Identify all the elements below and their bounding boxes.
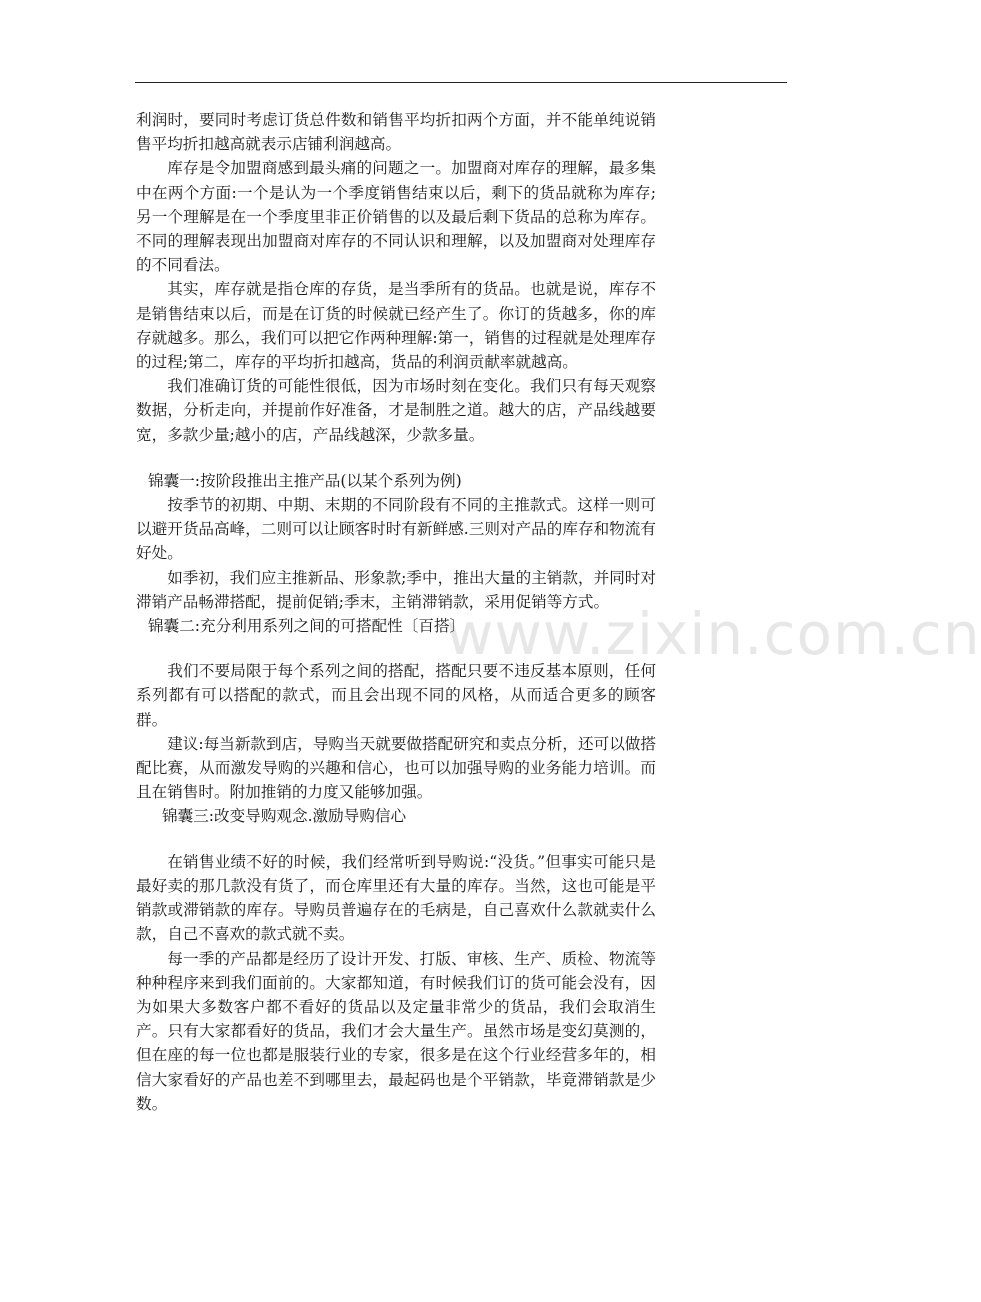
paragraph: 如季初，我们应主推新品、形象款;季中，推出大量的主销款，并同时对滞销产品畅滞搭配，提前促销;季末，主销滞销款，采用促销等方式。: [136, 568, 656, 611]
document-body: [136, 108, 656, 1116]
paragraph: 利润时，要同时考虑订货总件数和销售平均折扣两个方面，并不能单纯说销售平均折扣越高就表示店铺利润越高。: [136, 111, 656, 154]
section-heading-2: 锦囊二:充分利用系列之间的可搭配性〔百搭〕: [148, 617, 466, 636]
paragraph: 库存是令加盟商感到最头痛的问题之一。加盟商对库存的理解，最多集中在两个方面:一个是认为一个季度销售结束以后，剩下的货品就称为库存;另一个理解是在一个季度里非正价销售的以及最后剩下货品的总称为库存。不同的理解表现出加盟商对库存的不同认识和理解，以及加盟商对处理库存的不同看法。: [136, 159, 656, 275]
section-heading-3: 锦囊三:改变导购观念.激励导购信心: [162, 807, 407, 826]
spacer: [136, 638, 656, 659]
spacer: [136, 829, 656, 850]
paragraph: 我们不要局限于每个系列之间的搭配，搭配只要不违反基本原则，任何系列都有可以搭配的款式，而且会出现不同的风格，从而适合更多的顾客群。: [136, 662, 656, 729]
paragraph: 建议:每当新款到店，导购当天就要做搭配研究和卖点分析，还可以做搭配比赛，从而激发导购的兴趣和信心，也可以加强导购的业务能力培训。而且在销售时。附加推销的力度又能够加强。: [136, 734, 656, 802]
watermark: www.zixin.com.cn: [446, 600, 981, 668]
paragraph: 在销售业绩不好的时候，我们经常听到导购说:“没货。”但事实可能只是最好卖的那几款没有货了，而仓库里还有大量的库存。当然，这也可能是平销款或滞销款的库存。导购员普遍存在的毛病是，自己喜欢什么款就卖什么款，自己不喜欢的款式就不卖。: [136, 852, 656, 944]
paragraph: 每一季的产品都是经历了设计开发、打版、审核、生产、质检、物流等种种程序来到我们面前的。大家都知道，有时候我们订的货可能会没有，因为如果大多数客户都不看好的货品以及定量非常少的货品，我们会取消生产。只有大家都看好的货品，我们才会大量生产。虽然市场是变幻莫测的，但在座的每一位也都是服装行业的专家，很多是在这个行业经营多年的，相信大家看好的产品也差不到哪里去，最起码也是个平销款，毕竟滞销款是少数。: [136, 949, 656, 1113]
paragraph: 我们准确订货的可能性很低，因为市场时刻在变化。我们只有每天观察数据，分析走向，并提前作好准备，才是制胜之道。越大的店，产品线越要宽，多款少量;越小的店，产品线越深，少款多量。: [136, 377, 656, 444]
paragraph: 按季节的初期、中期、末期的不同阶段有不同的主推款式。这样一则可以避开货品高峰，二则可以让顾客时时有新鲜感.三则对产品的库存和物流有好处。: [136, 496, 656, 563]
header-rule: [135, 82, 787, 83]
section-heading-1: 锦囊一:按阶段推出主推产品(以某个系列为例): [148, 471, 462, 490]
paragraph: 其实，库存就是指仓库的存货，是当季所有的货品。也就是说，库存不是销售结束以后，而是在订货的时候就已经产生了。你订的货越多，你的库存就越多。那么，我们可以把它作两种理解:第一，销售的过程就是处理库存的过程;第二，库存的平均折扣越高，货品的利润贡献率就越高。: [136, 280, 656, 372]
spacer: [136, 447, 656, 469]
